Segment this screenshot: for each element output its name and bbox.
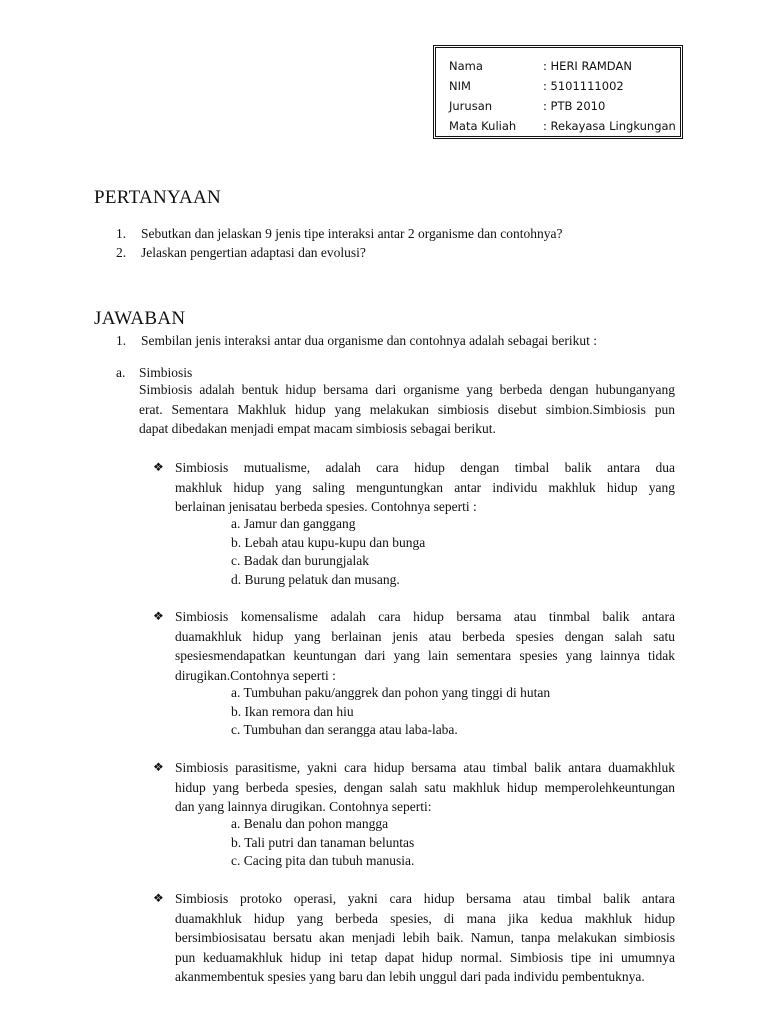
paragraph-line: Simbiosis komensalisme adalah cara hidup bersama atau tinmbal balik antara: [175, 609, 675, 624]
type-paragraph: [175, 889, 675, 987]
section-paragraph: [139, 380, 675, 439]
answer-number: 1.: [116, 333, 127, 348]
example-item: b. Tali putri dan tanaman beluntas: [231, 835, 415, 850]
identity-value: : HERI RAMDAN: [543, 59, 632, 73]
section-letter: a.: [116, 365, 126, 380]
question-item: [116, 224, 563, 243]
paragraph-line: spesiesmendapatkan keuntungan dari yang lain sementara spesies yang lainnya tidak: [175, 648, 675, 663]
identity-label: Nama: [449, 59, 483, 73]
question-number: 1.: [116, 226, 127, 241]
paragraph-line: hidup yang berbeda spesies, dengan salah satu makhluk hidup memperolehkeuntungan: [175, 779, 675, 795]
example-item: c. Cacing pita dan tubuh manusia.: [231, 853, 415, 868]
identity-value: : 5101111002: [543, 79, 624, 93]
paragraph-line: makhluk hidup yang saling menguntungkan antar individu makhluk hidup yang: [175, 479, 675, 495]
identity-box: [433, 45, 683, 139]
example-item: c. Badak dan burungjalak: [231, 553, 369, 568]
paragraph-line: bersimbiosisatau bersatu akan menjadi lebih baik. Namun, tanpa melakukan simbiosis: [175, 930, 675, 945]
example-item: a. Benalu dan pohon mangga: [231, 816, 389, 831]
type-paragraph: [175, 607, 675, 685]
type-paragraph: [175, 758, 675, 817]
paragraph-line: dapat dibedakan menjadi empat macam simbiosis sebagai berikut.: [139, 421, 496, 436]
identity-label: NIM: [449, 79, 471, 93]
question-item: [116, 243, 366, 262]
identity-table: [449, 56, 676, 136]
paragraph-line: Simbiosis mutualisme, adalah cara hidup dengan timbal balik antara dua: [175, 460, 675, 475]
diamond-bullet-icon: ❖: [153, 891, 164, 905]
paragraph-line: akanmembentuk spesies yang baru dan lebih unggul dari pada individu pembentuknya.: [175, 969, 645, 984]
example-item: a. Tumbuhan paku/anggrek dan pohon yang tinggi di hutan: [231, 685, 551, 700]
type-paragraph: [175, 458, 675, 517]
paragraph-line: duamakhluk hidup yang berbeda spesies, di mana jika kedua makhluk hidup: [175, 910, 675, 926]
diamond-bullet-icon: ❖: [153, 760, 164, 774]
paragraph-line: dirugikan.Contohnya seperti :: [175, 667, 336, 683]
paragraph-line: duamakhluk hidup yang berlainan jenis atau berbeda spesies dengan salah satu: [175, 628, 675, 644]
pertanyaan-heading: PERTANYAAN: [94, 187, 222, 208]
identity-row: [449, 96, 676, 116]
example-item: b. Ikan remora dan hiu: [231, 704, 354, 719]
jawaban-heading: JAWABAN: [94, 308, 186, 329]
paragraph-line: Simbiosis parasitisme, yakni cara hidup bersama atau timbal balik antara duamakhluk: [175, 760, 675, 775]
paragraph-line: dan yang lainnya dirugikan. Contohnya seperti:: [175, 799, 432, 814]
identity-label: Mata Kuliah: [449, 119, 517, 133]
diamond-bullet-icon: ❖: [153, 460, 164, 474]
question-text: Sebutkan dan jelaskan 9 jenis tipe interaksi antar 2 organisme dan contohnya?: [141, 226, 563, 241]
example-item: b. Lebah atau kupu-kupu dan bunga: [231, 535, 426, 550]
diamond-bullet-icon: ❖: [153, 609, 164, 623]
example-item: c. Tumbuhan dan serangga atau laba-laba.: [231, 722, 458, 737]
identity-label: Jurusan: [449, 99, 493, 113]
identity-row: [449, 116, 676, 136]
answer-intro-text: Sembilan jenis interaksi antar dua organisme dan contohnya adalah sebagai berikut :: [141, 333, 597, 348]
paragraph-line: Simbiosis adalah bentuk hidup bersama dari organisme yang berbeda dengan hubunganyang: [139, 382, 675, 397]
identity-row: [449, 56, 676, 76]
paragraph-line: berlainan jenisatau berbeda spesies. Contohnya seperti :: [175, 499, 477, 514]
paragraph-line: erat. Sementara Makhluk hidup yang melakukan simbiosis disebut simbion.Simbiosis pun: [139, 401, 675, 417]
example-item: d. Burung pelatuk dan musang.: [231, 572, 400, 587]
example-item: a. Jamur dan ganggang: [231, 516, 356, 531]
paragraph-line: pun keduamakhluk hidup ini tetap dapat hidup normal. Simbiosis tipe ini umumnya: [175, 949, 675, 965]
section-title: Simbiosis: [139, 365, 193, 380]
identity-value: : Rekayasa Lingkungan: [543, 119, 676, 133]
answer-intro: [116, 331, 597, 350]
paragraph-line: Simbiosis protoko operasi, yakni cara hidup bersama atau timbal balik antara: [175, 891, 675, 906]
identity-value: : PTB 2010: [543, 99, 606, 113]
question-text: Jelaskan pengertian adaptasi dan evolusi?: [141, 245, 366, 260]
question-number: 2.: [116, 245, 127, 260]
identity-row: [449, 76, 676, 96]
